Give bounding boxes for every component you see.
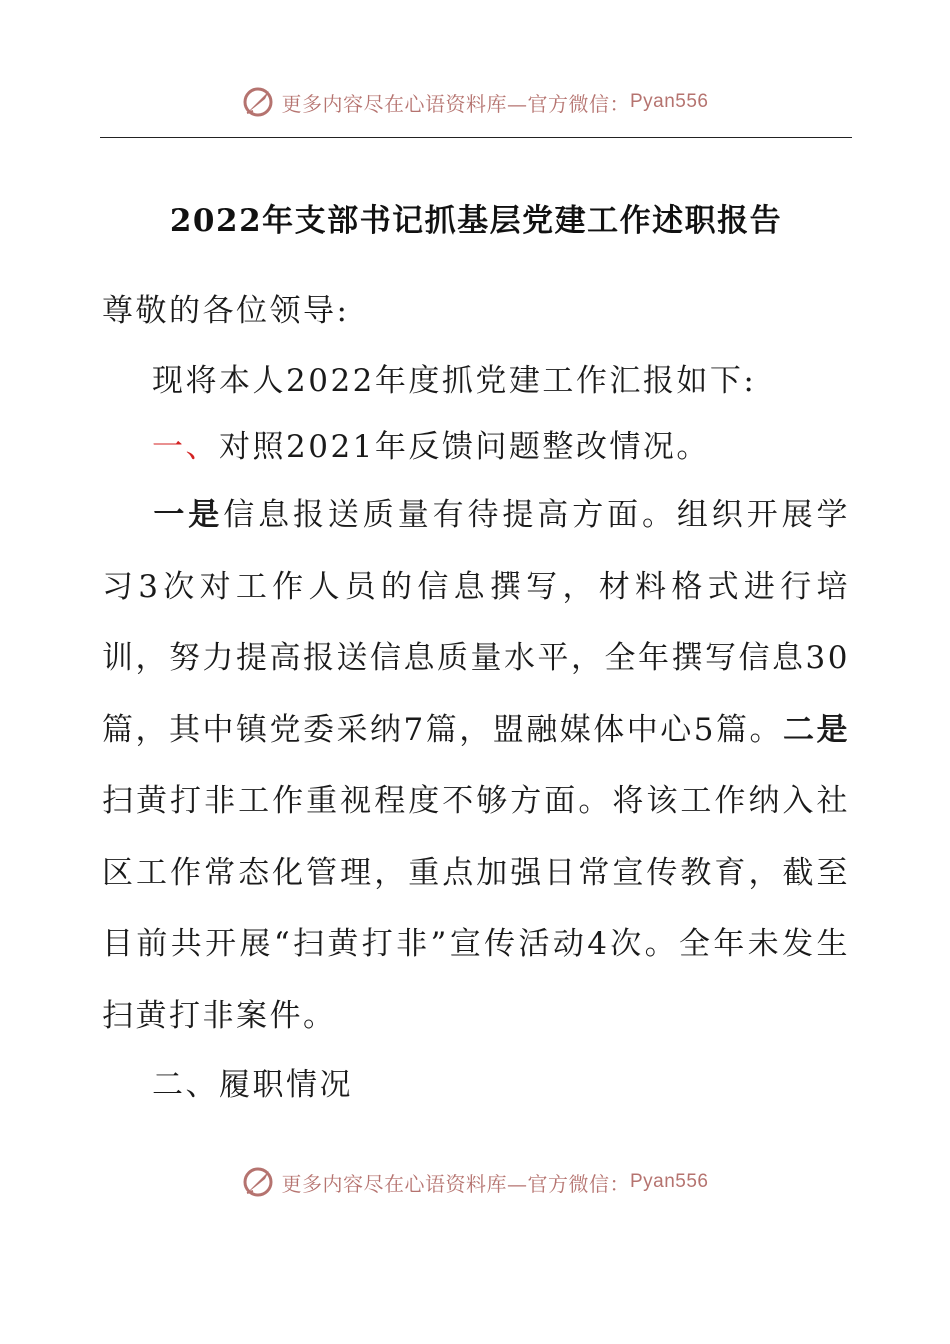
intro-paragraph: 现将本人2022年度抓党建工作汇报如下: [152,363,757,399]
lead-phrase-2: 二是 [783,711,851,748]
salutation: 尊敬的各位领导: [102,293,350,329]
lead-phrase-1: 一是 [152,497,224,533]
document-title: 2022年支部书记抓基层党建工作述职报告 [169,203,783,239]
body-text-2: 扫黄打非工作重视程度不够方面。将该工作纳入社区工作常态化管理，重点加强日常宣传教育，截至目前共开展“扫黄打非”宣传活动4次。全年未发生扫黄打非案件。 [102,783,850,1034]
section-heading-1-text: 对照2021年反馈问题整改情况。 [219,429,710,465]
banner-text: 更多内容尽在心语资料库—官方微信： [281,1171,630,1196]
header-banner [0,82,950,122]
banner-text: 更多内容尽在心语资料库—官方微信： [281,91,630,116]
section-number-1: 一、 [152,429,219,465]
footer-banner [0,1162,950,1202]
quill-pen-logo-icon [241,1165,275,1199]
section-heading-1 [102,412,850,484]
banner-wechat-id: Pyan556 [629,91,709,112]
banner-wechat-id: Pyan556 [629,1171,709,1192]
body-text-1: 信息报送质量有待提高方面。组织开展学习3次对工作人员的信息撰写，材料格式进行培训，努力提高报送信息质量水平，全年撰写信息30篇，其中镇党委采纳7篇，盟融媒体中心5篇。 [102,497,851,748]
quill-pen-logo-icon [241,85,275,119]
body-paragraph-1 [102,480,850,1052]
section-heading-2: 二、履职情况 [152,1067,353,1103]
header-divider [100,137,852,138]
